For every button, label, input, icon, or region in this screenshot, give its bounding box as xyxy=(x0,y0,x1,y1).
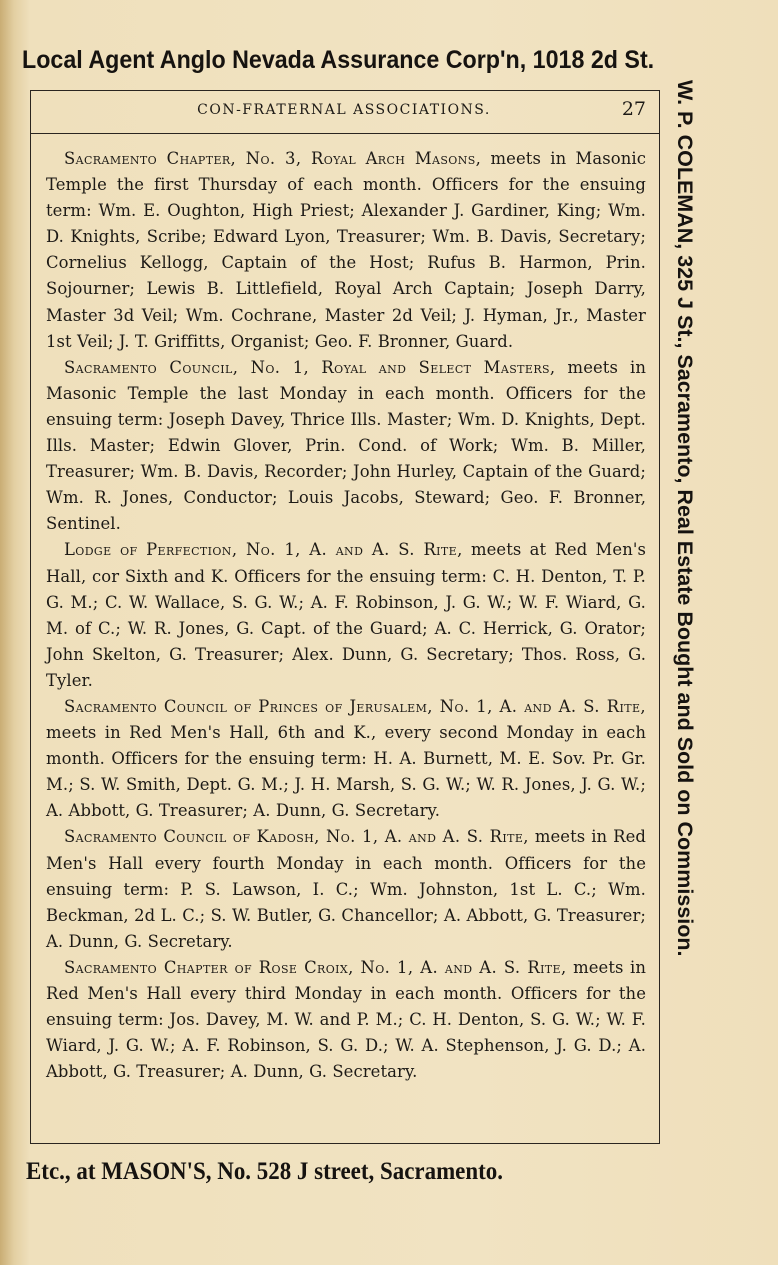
entry-text: meets in Red Men's Hall every third Monday in each month. Officers for the ensuing term: Jos. Davey, M. W. and P. M.; C. H. Denton, S. G. W.; W. F. Wiard, J. G. W.; A. F. Robinson, S. G. D.; W. A. Stephenson, J. G. D.; A. Abbott, G. Treasurer; A. Dunn, G. Secretary. xyxy=(46,957,646,1082)
entry-name: Sacramento Chapter, No. 3, Royal Arch Masons, xyxy=(64,149,482,168)
directory-body xyxy=(46,146,646,1085)
page-number: 27 xyxy=(621,98,646,120)
running-head-title: CON-FRATERNAL ASSOCIATIONS. xyxy=(197,102,491,118)
entry-name: Sacramento Chapter of Rose Croix, No. 1, A. and A. S. Rite, xyxy=(64,957,567,977)
entry-text: meets in Masonic Temple the first Thursday of each month. Officers for the ensuing term: Wm. E. Oughton, High Priest; Alexander J. Gardiner, King; Wm. D. Knights, Scribe; Edward Lyon, Treasurer; Wm. B. Davis, Secretary; Cornelius Kellogg, Captain of the Host; Rufus B. Harmon, Prin. Sojourner; Lewis B. Littlefield, Royal Arch Captain; Joseph Darry, Master 3d Veil; Wm. Cochrane, Master 2d Veil; J. Hyman, Jr., Master 1st Veil; J. T. Griffitts, Organist; Geo. F. Bronner, Guard. xyxy=(46,149,646,351)
top-advertisement: Local Agent Anglo Nevada Assurance Corp'n, 1018 2d St. xyxy=(22,46,655,74)
entry-princes-of-jerusalem xyxy=(46,694,646,824)
running-head xyxy=(30,100,658,130)
entry-name: Lodge of Perfection, No. 1, A. and A. S. Rite, xyxy=(64,540,463,560)
entry-text: meets at Red Men's Hall, cor Sixth and K. Officers for the ensuing term: C. H. Denton, T. P. G. M.; C. W. Wallace, S. G. W.; A. F. Robinson, J. G. W.; W. F. Wiard, G. M. of C.; W. R. Jones, G. Capt. of the Guard; A. C. Herrick, G. Orator; John Skelton, G. Treasurer; Alex. Dunn, G. Secretary; Thos. Ross, G. Tyler. xyxy=(46,540,646,690)
entry-name: Sacramento Council of Kadosh, No. 1, A. and A. S. Rite, xyxy=(64,827,529,847)
entry-council-of-kadosh xyxy=(46,824,646,954)
entry-text: meets in Masonic Temple the last Monday in each month. Officers for the ensuing term: Joseph Davey, Thrice Ills. Master; Wm. D. Knights, Dept. Ills. Master; Edwin Glover, Prin. Cond. of Work; Wm. B. Miller, Treasurer; Wm. B. Davis, Recorder; John Hurley, Captain of the Guard; Wm. R. Jones, Conductor; Louis Jacobs, Steward; Geo. F. Bronner, Sentinel. xyxy=(46,357,646,534)
side-advertisement-text: W. P. COLEMAN, 325 J St., Sacramento, Real Estate Bought and Sold on Commission. xyxy=(673,80,697,957)
entry-rose-croix-chapter xyxy=(46,955,646,1085)
entry-name: Sacramento Council of Princes of Jerusalem, No. 1, A. and A. S. Rite, xyxy=(64,696,646,716)
entry-select-masters-council xyxy=(46,355,646,538)
entry-text: meets in Red Men's Hall every fourth Monday in each month. Officers for the ensuing term: P. S. Lawson, I. C.; Wm. Johnston, 1st L. C.; Wm. Beckman, 2d L. C.; S. W. Butler, G. Chancellor; A. Abbott, G. Treasurer; A. Dunn, G. Secretary. xyxy=(46,827,646,951)
entry-name: Sacramento Council, No. 1, Royal and Select Masters, xyxy=(64,357,556,377)
running-head-rule xyxy=(30,133,660,134)
side-advertisement xyxy=(672,80,698,1150)
bottom-advertisement: Etc., at MASON'S, No. 528 J street, Sacramento. xyxy=(26,1156,503,1185)
entry-royal-arch-chapter xyxy=(46,146,646,355)
entry-text: meets in Red Men's Hall, 6th and K., every second Monday in each month. Officers for the ensuing term: H. A. Burnett, M. E. Sov. Pr. Gr. M.; S. W. Smith, Dept. G. M.; J. H. Marsh, S. G. W.; W. R. Jones, J. G. W.; A. Abbott, G. Treasurer; A. Dunn, G. Secretary. xyxy=(46,723,646,821)
entry-lodge-of-perfection xyxy=(46,537,646,694)
